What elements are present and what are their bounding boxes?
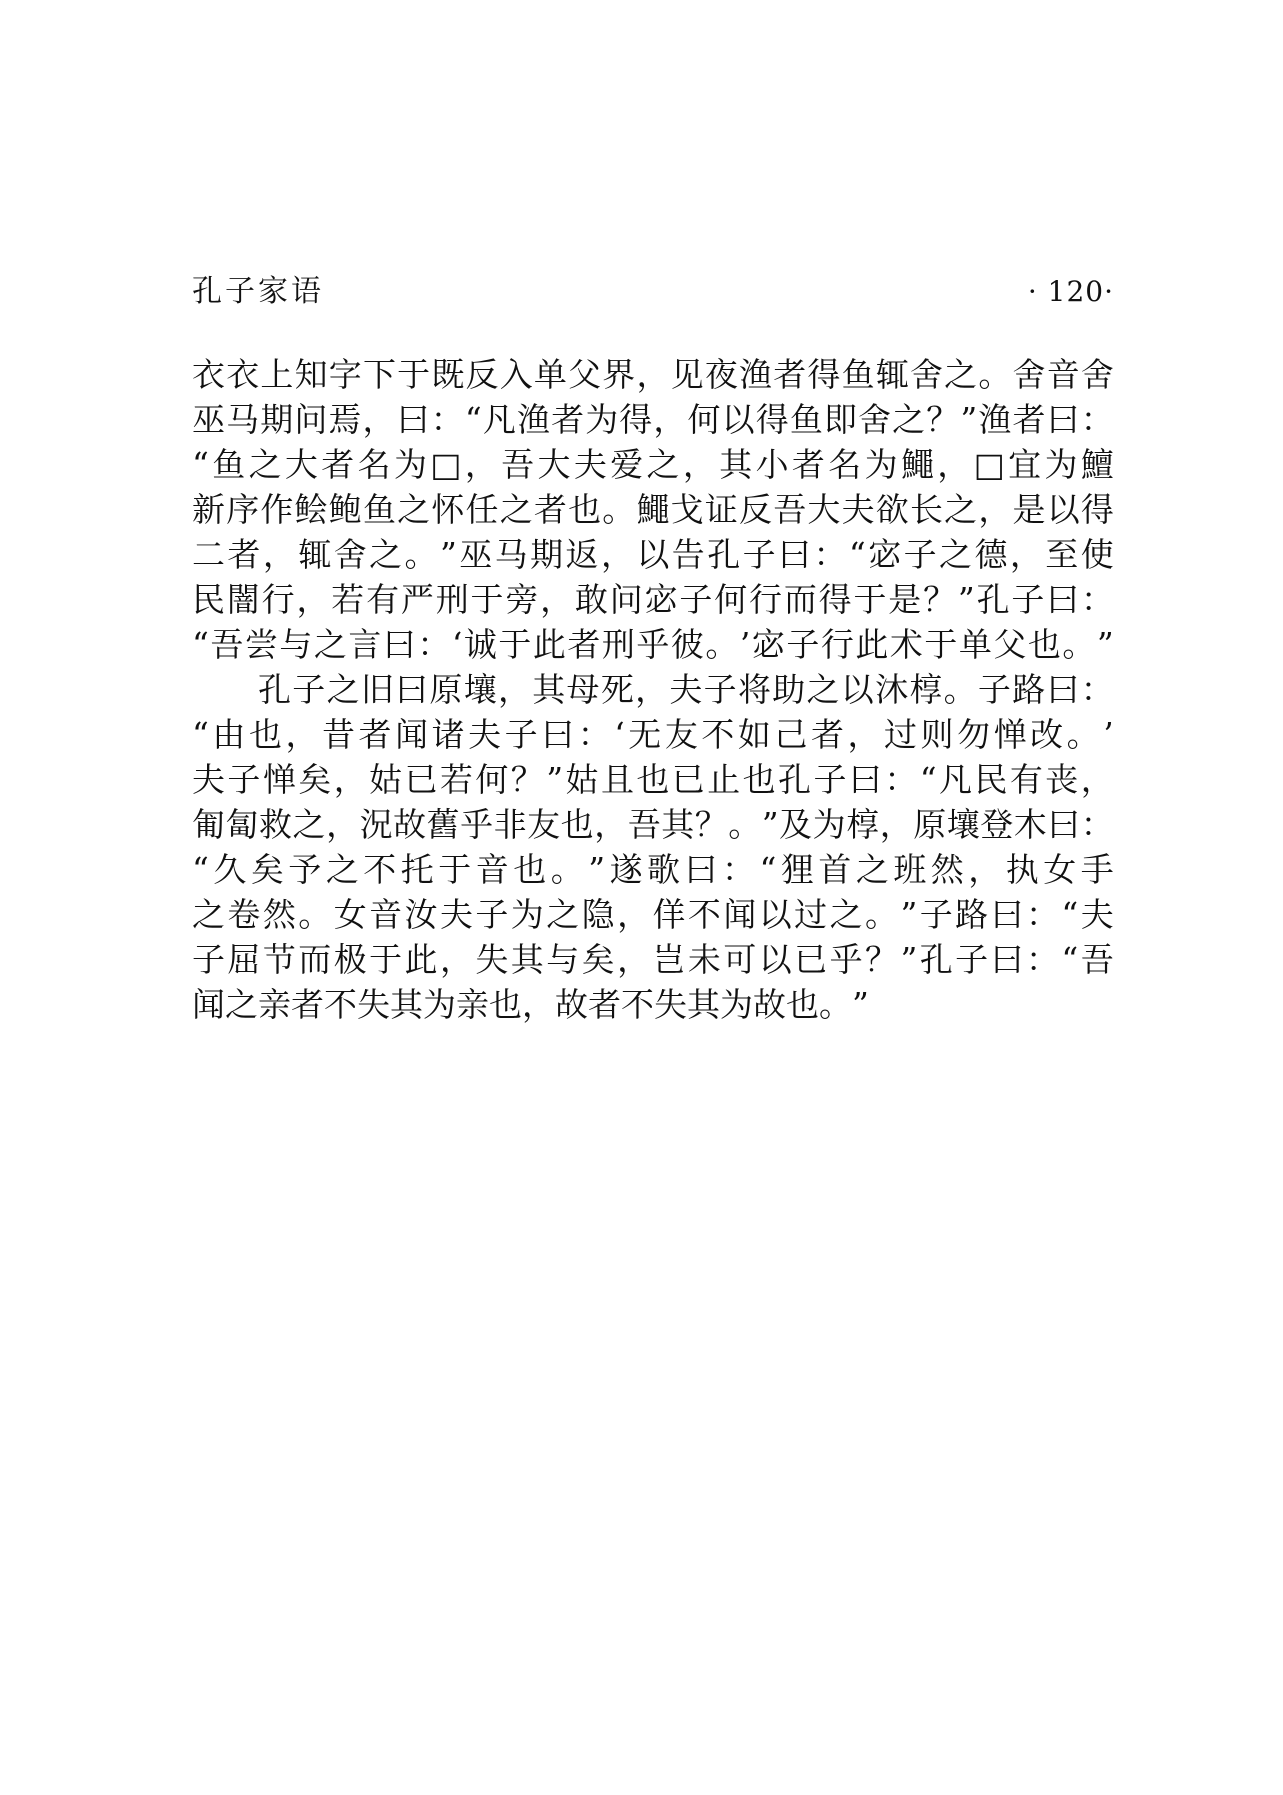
text-line: “ 由 也 ， 昔 者 闻 诸 夫 子 曰 ： ‘ 无 友 不 如 己 者 ， 过 则 勿 惮 改 。 ’ bbox=[192, 715, 1114, 754]
text-line: 子 屈 节 而 极 于 此 ， 失 其 与 矣 ， 岂 未 可 以 已 乎 ？ ” 孔 子 曰 ： “ 吾 bbox=[192, 940, 1114, 979]
text-line: 二 者 ， 辄 舍 之 。 ” 巫 马 期 返 ， 以 告 孔 子 曰 ： “ 宓 子 之 德 ， 至 使 bbox=[192, 535, 1114, 574]
text-line: 衣 衣 上 知 字 下 于 既 反 入 单 父 界 ， 见 夜 渔 者 得 鱼 辄 舍 之 。 舍 音 舍 bbox=[192, 355, 1114, 394]
page-header bbox=[192, 270, 1114, 314]
page-number: · 120· bbox=[1027, 275, 1114, 308]
text-line: 新 序 作 鲙 鲍 鱼 之 怀 任 之 者 也 。 鱦 戈 证 反 吾 大 夫 欲 长 之 ， 是 以 得 bbox=[192, 490, 1114, 529]
body-text bbox=[192, 352, 1114, 1027]
text-line: 巫 马 期 问 焉 ， 曰 ： “ 凡 渔 者 为 得 ， 何 以 得 鱼 即 舍 之 ？ ” 渔 者 曰 ： bbox=[192, 400, 1114, 439]
text-line: “ 吾 尝 与 之 言 曰 ： ‘ 诚 于 此 者 刑 乎 彼 。 ’ 宓 子 行 此 术 于 单 父 也 。 ” bbox=[192, 625, 1114, 664]
text-line: 民 闇 行 ， 若 有 严 刑 于 旁 ， 敢 问 宓 子 何 行 而 得 于 是 ？ ” 孔 子 曰 ： bbox=[192, 580, 1114, 619]
text-line: 之 卷 然 。 女 音 汝 夫 子 为 之 隐 ， 佯 不 闻 以 过 之 。 ” 子 路 曰 ： “ 夫 bbox=[192, 895, 1114, 934]
text-line: 匍 匐 救 之 ， 況 故 舊 乎 非 友 也 ， 吾 其 ？ 。 ” 及 为 椁 ， 原 壤 登 木 曰 ： bbox=[192, 805, 1114, 844]
text-line: “ 久 矣 予 之 不 托 于 音 也 。 ” 遂 歌 曰 ： “ 狸 首 之 班 然 ， 执 女 手 bbox=[192, 850, 1114, 889]
paragraph-first-line: 孔 子 之 旧 曰 原 壤 ， 其 母 死 ， 夫 子 将 助 之 以 沐 椁 。 子 路 曰 ： bbox=[258, 670, 1114, 709]
text-line: 夫 子 惮 矣 ， 姑 已 若 何 ？ ” 姑 且 也 已 止 也 孔 子 曰 ： “ 凡 民 有 丧 ， bbox=[192, 760, 1114, 799]
paragraph-last-line: 闻 之 亲 者 不 失 其 为 亲 也 ， 故 者 不 失 其 为 故 也 。 ” bbox=[192, 985, 869, 1024]
running-head-title: 孔子家语 bbox=[192, 274, 324, 309]
text-line: “ 鱼 之 大 者 名 为 □ ， 吾 大 夫 爱 之 ， 其 小 者 名 为 鱦 ， □ 宜 为 鱣 bbox=[192, 445, 1114, 484]
